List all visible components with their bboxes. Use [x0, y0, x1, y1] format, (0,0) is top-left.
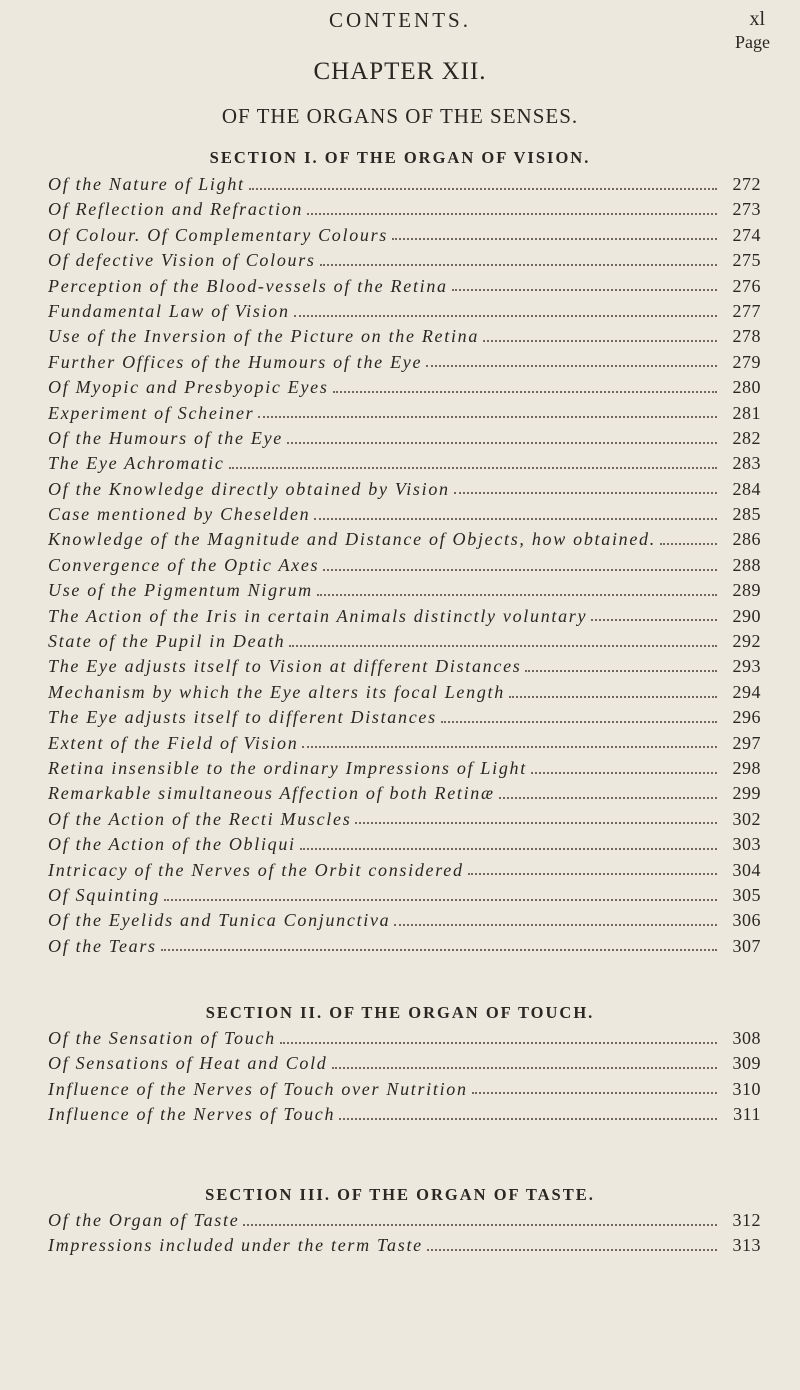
toc-entry	[48, 858, 761, 883]
dot-leader	[229, 467, 717, 469]
toc-entry-page: 309	[732, 1053, 761, 1074]
toc-entry	[48, 1026, 761, 1051]
toc-entry	[48, 832, 761, 857]
toc-entry-page: 305	[732, 884, 761, 905]
dot-leader	[258, 416, 717, 418]
toc-entry-page: 294	[732, 681, 761, 702]
toc-list	[48, 1208, 761, 1259]
toc-entry-page: 293	[732, 656, 761, 677]
dot-leader	[280, 1042, 717, 1044]
toc-entry-title: Fundamental Law of Vision	[48, 300, 290, 321]
toc-entry-title: Of Myopic and Presbyopic Eyes	[48, 377, 329, 398]
toc-entry-page: 298	[732, 757, 761, 778]
toc-entry-title: Of Reflection and Refraction	[48, 199, 304, 220]
chapter-number: CHAPTER XII.	[313, 58, 487, 85]
toc-entry-page: 313	[732, 1235, 761, 1256]
toc-entry-title: The Eye adjusts itself to Vision at different Distances	[48, 656, 522, 677]
dot-leader	[289, 645, 717, 647]
toc-entry-page: 277	[732, 300, 761, 321]
toc-entry-title: Experiment of Scheiner	[48, 402, 255, 423]
toc-entry-page: 272	[732, 174, 761, 194]
toc-entry-title: Retina insensible to the ordinary Impressions of Light	[48, 757, 527, 778]
dot-leader	[591, 619, 717, 621]
dot-leader	[483, 340, 717, 342]
dot-leader	[302, 746, 717, 748]
dot-leader	[660, 543, 717, 545]
toc-entry	[48, 223, 761, 248]
toc-entry-title: Influence of the Nerves of Touch	[48, 1104, 336, 1125]
toc-entry-page: 281	[732, 402, 761, 423]
dot-leader	[317, 594, 717, 596]
dot-leader	[249, 188, 717, 190]
section-heading: SECTION II. OF THE ORGAN OF TOUCH.	[205, 1003, 595, 1022]
toc-entry-title: Further Offices of the Humours of the Eye	[48, 351, 423, 372]
toc-entry	[48, 401, 761, 426]
toc-entry	[48, 1208, 761, 1233]
toc-entry-title: Use of the Pigmentum Nigrum	[48, 580, 313, 601]
dot-leader	[320, 264, 717, 266]
toc-entry-page: 273	[732, 199, 761, 220]
toc-entry-title: Of the Action of the Obliqui	[48, 834, 296, 855]
toc-entry	[48, 604, 761, 629]
toc-entry	[48, 578, 761, 603]
dot-leader	[509, 696, 717, 698]
toc-entry-title: The Eye Achromatic	[48, 453, 225, 474]
section-heading: SECTION I. OF THE ORGAN OF VISION.	[209, 148, 591, 167]
toc-entry-title: Of Squinting	[48, 884, 160, 905]
dot-leader	[294, 315, 717, 317]
toc-entry-title: Convergence of the Optic Axes	[48, 554, 320, 575]
toc-entry-title: Knowledge of the Magnitude and Distance of Objects, how obtained.	[48, 529, 656, 550]
toc-entry	[48, 629, 761, 654]
toc-entry-page: 311	[733, 1104, 761, 1125]
section-heading: SECTION III. OF THE ORGAN OF TASTE.	[205, 1185, 595, 1204]
dot-leader	[441, 721, 717, 723]
toc-entry	[48, 375, 761, 400]
toc-entry-title: The Eye adjusts itself to different Distances	[48, 707, 437, 728]
dot-leader	[161, 949, 717, 951]
dot-leader	[468, 873, 717, 875]
toc-entry-title: Of the Eyelids and Tunica Conjunctiva	[48, 910, 391, 931]
toc-entry-title: Case mentioned by Cheselden	[48, 504, 311, 525]
toc-entry	[48, 1233, 761, 1258]
toc-entry-page: 283	[732, 453, 761, 474]
toc-entry-title: Of the Knowledge directly obtained by Vision	[48, 478, 450, 499]
toc-entry-page: 280	[732, 377, 761, 398]
toc-entry	[48, 1051, 761, 1076]
folio: xl	[749, 8, 765, 30]
dot-leader	[531, 772, 717, 774]
toc-entry	[48, 502, 761, 527]
toc-entry	[48, 731, 761, 756]
toc-entry	[48, 680, 761, 705]
toc-entry-page: 307	[732, 935, 761, 956]
running-head	[0, 4, 800, 34]
toc-entry	[48, 1102, 761, 1127]
toc-entry-title: Of Sensations of Heat and Cold	[48, 1053, 328, 1074]
toc-entry-page: 297	[732, 732, 761, 753]
dot-leader	[243, 1224, 717, 1226]
toc-entry-page: 292	[732, 631, 761, 652]
toc-list	[48, 172, 761, 959]
dot-leader	[314, 518, 717, 520]
dot-leader	[392, 238, 717, 240]
toc-entry-title: Mechanism by which the Eye alters its focal Length	[48, 681, 505, 702]
toc-entry-title: Influence of the Nerves of Touch over Nutrition	[48, 1078, 468, 1099]
dot-leader	[339, 1118, 717, 1120]
toc-entry	[48, 705, 761, 730]
toc-entry-title: Of the Sensation of Touch	[48, 1028, 276, 1048]
toc-entry-page: 290	[732, 605, 761, 626]
toc-entry	[48, 934, 761, 959]
toc-entry-title: The Action of the Iris in certain Animals distinctly voluntary	[48, 605, 588, 626]
toc-entry-title: Of defective Vision of Colours	[48, 250, 316, 271]
toc-entry-page: 288	[732, 554, 761, 575]
toc-entry-page: 304	[732, 859, 761, 880]
toc-entry	[48, 477, 761, 502]
toc-entry	[48, 299, 761, 324]
toc-entry	[48, 350, 761, 375]
toc-entry	[48, 324, 761, 349]
toc-entry-page: 310	[732, 1078, 761, 1099]
dot-leader	[499, 797, 717, 799]
toc-entry-page: 306	[732, 910, 761, 931]
dot-leader	[355, 822, 717, 824]
dot-leader	[525, 670, 717, 672]
toc-entry-title: Of the Tears	[48, 935, 157, 956]
toc-entry-title: Impressions included under the term Taste	[48, 1235, 423, 1256]
toc-entry-page: 285	[732, 504, 761, 525]
dot-leader	[472, 1092, 717, 1094]
toc-entry-title: Extent of the Field of Vision	[48, 732, 299, 753]
dot-leader	[333, 391, 717, 393]
toc-entry-page: 286	[732, 529, 761, 550]
toc-entry-title: Remarkable simultaneous Affection of both Retinæ	[48, 783, 495, 804]
toc-entry-page: 312	[732, 1210, 761, 1230]
toc-entry-page: 284	[732, 478, 761, 499]
dot-leader	[454, 492, 717, 494]
toc-entry-title: State of the Pupil in Death	[48, 631, 286, 652]
toc-entry	[48, 248, 761, 273]
dot-leader	[452, 289, 717, 291]
toc-entry-title: Of the Nature of Light	[48, 174, 245, 194]
toc-entry	[48, 274, 761, 299]
toc-entry	[48, 426, 761, 451]
toc-entry-title: Use of the Inversion of the Picture on the Retina	[48, 326, 480, 347]
toc-entry-page: 274	[732, 224, 761, 245]
dot-leader	[332, 1067, 718, 1069]
toc-entry-page: 296	[732, 707, 761, 728]
dot-leader	[307, 213, 717, 215]
toc-entry-page: 282	[732, 427, 761, 448]
toc-entry	[48, 1077, 761, 1102]
toc-entry-page: 299	[732, 783, 761, 804]
page-column-label: Page	[735, 32, 770, 52]
toc-entry-page: 279	[732, 351, 761, 372]
toc-entry-page: 289	[732, 580, 761, 601]
toc-entry	[48, 197, 761, 222]
toc-entry-page: 276	[732, 275, 761, 296]
dot-leader	[427, 1249, 717, 1251]
toc-entry	[48, 807, 761, 832]
chapter-title: OF THE ORGANS OF THE SENSES.	[221, 104, 579, 128]
dot-leader	[164, 899, 717, 901]
toc-entry	[48, 553, 761, 578]
toc-entry	[48, 883, 761, 908]
toc-entry	[48, 172, 761, 197]
toc-entry-title: Of the Organ of Taste	[48, 1210, 240, 1230]
toc-entry	[48, 781, 761, 806]
toc-entry-title: Of the Action of the Recti Muscles	[48, 808, 352, 829]
toc-entry-title: Intricacy of the Nerves of the Orbit considered	[48, 859, 464, 880]
dot-leader	[300, 848, 717, 850]
toc-entry	[48, 654, 761, 679]
dot-leader	[323, 569, 717, 571]
toc-entry-page: 278	[732, 326, 761, 347]
toc-entry-page: 302	[732, 808, 761, 829]
toc-entry	[48, 756, 761, 781]
toc-entry-page: 303	[732, 834, 761, 855]
toc-entry-title: Of Colour. Of Complementary Colours	[48, 224, 389, 245]
dot-leader	[394, 924, 717, 926]
toc-entry-title: Of the Humours of the Eye	[48, 427, 283, 448]
toc-list	[48, 1026, 761, 1128]
toc-entry	[48, 527, 761, 552]
toc-entry-title: Perception of the Blood-vessels of the Retina	[48, 275, 448, 296]
toc-entry	[48, 908, 761, 933]
toc-entry-page: 308	[732, 1028, 761, 1048]
running-title: CONTENTS.	[329, 8, 471, 32]
toc-entry	[48, 451, 761, 476]
dot-leader	[426, 365, 717, 367]
dot-leader	[287, 442, 717, 444]
toc-entry-page: 275	[732, 250, 761, 271]
